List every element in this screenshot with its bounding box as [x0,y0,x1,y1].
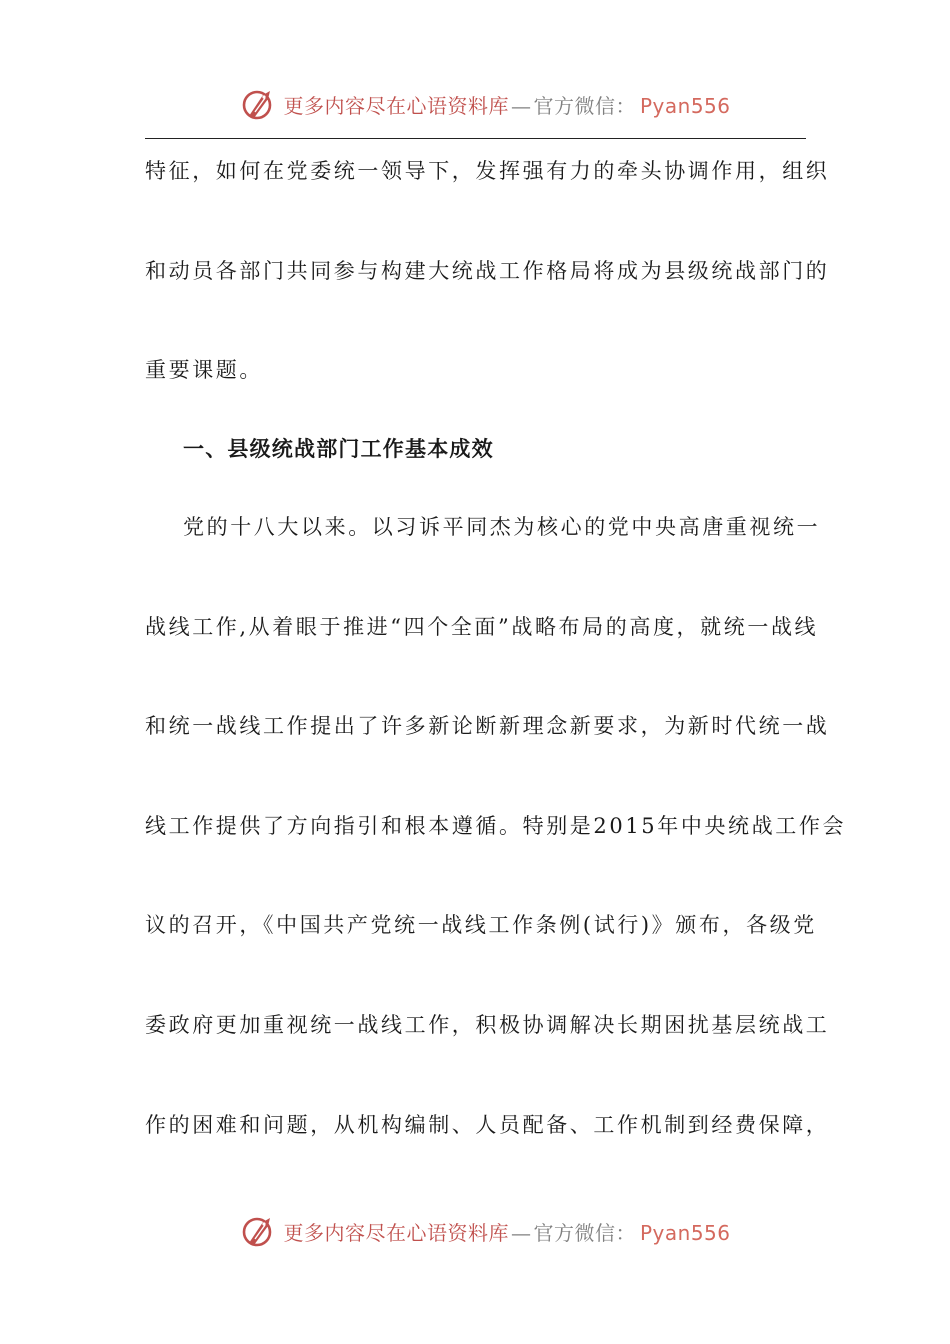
footer-brand-text: 更多内容尽在心语资料库 [283,1220,509,1245]
footer-watermark [0,1211,950,1251]
pen-nib-logo-icon [241,1213,277,1249]
section-heading: 一、县级统战部门工作基本成效 [183,436,494,461]
header-wechat-id: Pyan556 [639,93,731,118]
paragraph-line: 议的召开，《中国共产党统一战线工作条例(试行)》颁布，各级党 [145,913,817,937]
body-line: 特征，如何在党委统一领导下，发挥强有力的牵头协调作用，组织 [145,159,830,183]
header-brand-text: 更多内容尽在心语资料库 [283,93,509,118]
paragraph-line: 党的十八大以来。以习诉平同杰为核心的党中央高唐重视统一 [183,515,821,539]
footer-wechat-id: Pyan556 [639,1220,731,1245]
header-watermark [0,84,950,124]
pen-nib-logo-icon [241,86,277,122]
paragraph-line: 委政府更加重视统一战线工作，积极协调解决长期困扰基层统战工 [145,1013,830,1037]
footer-separator: — [510,1220,532,1245]
paragraph-line: 战线工作,从着眼于推进“四个全面”战略布局的高度，就统一战线 [145,615,819,639]
paragraph-line: 线工作提供了方向指引和根本遵循。特别是2015年中央统战工作会 [145,814,847,838]
header-divider [145,138,806,139]
paragraph-line: 和统一战线工作提出了许多新论断新理念新要求，为新时代统一战 [145,714,830,738]
header-wechat-label: 官方微信： [533,93,636,118]
body-line: 重要课题。 [145,358,263,382]
body-line: 和动员各部门共同参与构建大统战工作格局将成为县级统战部门的 [145,259,830,283]
footer-wechat-label: 官方微信： [533,1220,636,1245]
header-separator: — [510,93,532,118]
paragraph-line: 作的困难和问题，从机构编制、人员配备、工作机制到经费保障， [145,1113,830,1137]
